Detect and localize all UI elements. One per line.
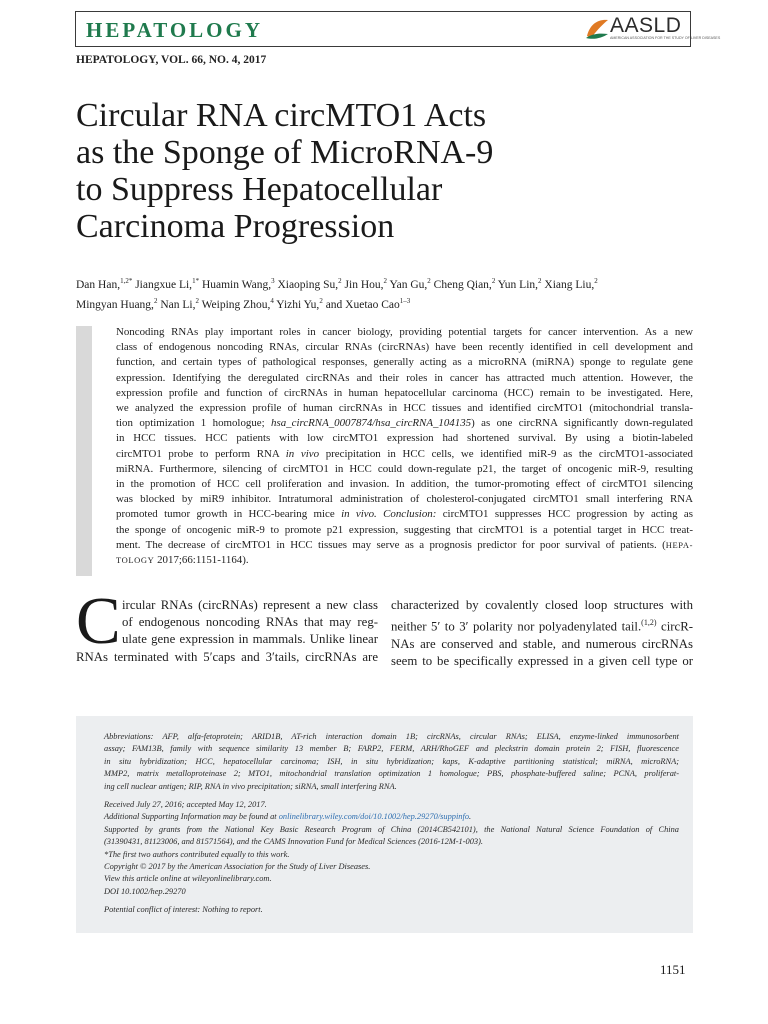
abstract-line: tion optimization 1 homologue; hsa_circRNA_0007874/hsa_circRNA_104135) as one circRNA significantly down-regulated bbox=[116, 417, 693, 430]
body-line: ulate gene expression in mammals. Unlike linear bbox=[122, 632, 378, 647]
author-affiliation: 2 bbox=[153, 297, 158, 306]
title-line: Circular RNA circMTO1 Acts bbox=[76, 97, 487, 134]
author: Dan Han,$^{1,2*}$ bbox=[76, 277, 133, 291]
funding-note bbox=[104, 824, 679, 849]
title-line: to Suppress Hepatocellular bbox=[76, 171, 443, 208]
body-line: characterized by covalently closed loop structures with bbox=[391, 598, 693, 612]
abstract-line: we analyzed the expression profile of human circRNAs in HCC tissues and identified circMTO1 (mitochondrial transla- bbox=[116, 402, 693, 415]
author: Weiping Zhou,$^4$ bbox=[201, 297, 274, 311]
abstract-line: miRNA. Furthermore, silencing of circMTO1 in HCC could down-regulate p21, the target of oncogenic miR-9, resulting bbox=[116, 462, 693, 475]
abstract-line: in HCC tissues. HCC patients with low circMTO1 expression had shortened survival. By using a biotin-labeled bbox=[116, 432, 693, 445]
author-list bbox=[76, 275, 696, 315]
abstract-line: expression. Identifying the deregulated circRNAs and their roles in cancer has attracted much attention. However, the bbox=[116, 371, 693, 384]
author: Xiang Liu,$^2$ bbox=[544, 277, 598, 291]
author: Yizhi Yu,$^2$ bbox=[276, 297, 323, 311]
view-online-line: View this article online at wileyonlinelibrary.com. bbox=[104, 874, 272, 884]
citation-ref: (1,2) bbox=[641, 618, 657, 628]
body-line: neither 5′ to 3′ polarity nor polyadenylated tail.$^{(1,2)}$ circR- bbox=[391, 618, 693, 634]
author: Cheng Qian,$^2$ bbox=[433, 277, 496, 291]
conflict-of-interest: Potential conflict of interest: Nothing to report. bbox=[104, 905, 263, 915]
abstract bbox=[116, 325, 693, 568]
supporting-info: Additional Supporting Information may be found at onlinelibrary.wiley.com/doi/10.1002/hep.29270/suppinfo. bbox=[104, 812, 472, 822]
author: Yan Gu,$^2$ bbox=[389, 277, 431, 291]
abbreviation-line: MMP2, matrix metalloproteinase 2; MTO1, mitochondrial translation optimization 1 homologue; PBS, phosphate-buffered saline; PCNA, proliferat- bbox=[104, 769, 679, 779]
abstract-line: Noncoding RNAs play important roles in cancer biology, providing potential targets for cancer intervention. As a new bbox=[116, 326, 693, 338]
issue-citation: HEPATOLOGY, VOL. 66, NO. 4, 2017 bbox=[76, 54, 267, 66]
abstract-line: function, and certain types of pathological responses, generally acting as a microRNA (miRNA) sponge to regulate gene bbox=[116, 356, 693, 369]
body-line: RNAs terminated with 5′caps and 3′tails, circRNAs are bbox=[76, 649, 378, 664]
author-line bbox=[76, 295, 696, 315]
drop-cap: C bbox=[76, 584, 121, 658]
abstract-line: the sponge of oncogenic miR-9 to promote p21 expression, suggesting that circMTO1 is a potential target in HCC treat- bbox=[116, 523, 693, 536]
author-affiliation: 2 bbox=[338, 277, 342, 286]
funding-line: (31390431, 81123006, and 81571564), and the CAMS Innovation Fund for Medical Sciences (2016-12M-1-003). bbox=[104, 837, 483, 847]
abbreviations bbox=[104, 731, 679, 793]
body-line: of endogenous noncoding RNAs that may reg- bbox=[122, 615, 378, 630]
abbreviation-line: assay; FAM13B, family with sequence similarity 13 member B; FARP2, FERM, ARH/RhoGEF and pleckstrin domain protein 2; FISH, fluorescence bbox=[104, 744, 679, 754]
author-affiliation: 1,2* bbox=[120, 277, 133, 286]
author-affiliation: 2 bbox=[427, 277, 431, 286]
body-line: NAs are conserved and stable, and numerous circRNAs bbox=[391, 636, 693, 651]
author-affiliation: 2 bbox=[594, 277, 598, 286]
author-affiliation: 1* bbox=[192, 277, 200, 286]
logo-tagline: AMERICAN ASSOCIATION FOR THE STUDY OF LIVER DISEASES bbox=[610, 36, 721, 40]
abstract-line: was blocked by miR9 inhibitor. Intratumoral administration of cholesterol-conjugated circMTO1 small interfering RNA bbox=[116, 493, 693, 506]
journal-header bbox=[75, 11, 721, 47]
author: Nan Li,$^2$ bbox=[160, 297, 199, 311]
journal-smallcaps: TOLOGY bbox=[116, 555, 155, 566]
author-affiliation: 2 bbox=[491, 277, 496, 286]
author-affiliation: 3 bbox=[271, 277, 275, 286]
aasld-logo bbox=[584, 14, 721, 45]
copyright-line: Copyright © 2017 by the American Association for the Study of Liver Diseases. bbox=[104, 862, 371, 872]
author-affiliation: 2 bbox=[383, 277, 388, 286]
body-column-left bbox=[76, 584, 378, 667]
aasld-leaf-icon bbox=[584, 16, 610, 42]
author: Jin Hou,$^2$ bbox=[344, 277, 388, 291]
journal-smallcaps: HEPA- bbox=[665, 539, 693, 550]
page-number: 1151 bbox=[660, 962, 686, 977]
footnotes bbox=[104, 731, 679, 917]
author-affiliation: 2 bbox=[538, 277, 542, 286]
body-column-right bbox=[391, 597, 693, 670]
received-dates: Received July 27, 2016; accepted May 12, 2017. bbox=[104, 800, 267, 810]
abstract-line: TOLOGY 2017;66:1151-1164). bbox=[116, 554, 249, 567]
abstract-line: in the promotion of HCC cell proliferation and invasion. In addition, the tumor-promoting effect of circMTO1 silencing bbox=[116, 478, 693, 491]
author-affiliation: 2 bbox=[195, 297, 199, 306]
author-affiliation: 4 bbox=[270, 297, 274, 306]
abbreviation-line: ing cell nuclear antigen; RIP, RNA in vivo precipitation; siRNA, small interfering RNA. bbox=[104, 781, 397, 791]
author: Jiangxue Li,$^{1*}$ bbox=[135, 277, 200, 291]
abbreviation-line: in situ hybridization; HCC, hepatocellular carcinoma; ISH, in situ hybridization; kaps, K-adaptive partitioning statistical; miRNA, microRNA; bbox=[104, 756, 679, 766]
abstract-line: promoted tumor growth in HCC-bearing mice in vivo. Conclusion: circMTO1 suppresses HCC progression by acting as bbox=[116, 508, 693, 521]
author: Yun Lin,$^2$ bbox=[497, 277, 542, 291]
abstract-line: circMTO1 probe to perform RNA in vivo precipitation in HCC cells, we identified miR-9 as the circMTO1-associated bbox=[116, 447, 693, 460]
author: and Xuetao Cao$^{1-3}$ bbox=[325, 297, 411, 311]
supporting-info-link[interactable]: onlinelibrary.wiley.com/doi/10.1002/hep.29270/suppinfo bbox=[278, 812, 470, 822]
equal-contribution-note: *The first two authors contributed equally to this work. bbox=[104, 849, 290, 859]
author-affiliation: 1–3 bbox=[399, 297, 411, 306]
abstract-line: class of endogenous noncoding RNAs, circular RNAs (circRNAs) have been recently identified in cell development and bbox=[116, 341, 693, 354]
author-line bbox=[76, 275, 696, 295]
author-affiliation: 2 bbox=[319, 297, 323, 306]
abstract-line: ment. The decrease of circMTO1 in HCC tissues may serve as a prognosis predictor for poor survival of patients. (HEPA- bbox=[116, 538, 693, 551]
abbreviation-line: Abbreviations: AFP, alfa-fetoprotein; ARID1B, AT-rich interaction domain 1B; circRNAs, circular RNAs; ELISA, enzyme-linked immunosorbent bbox=[104, 732, 679, 741]
journal-name: HEPATOLOGY bbox=[86, 18, 264, 42]
abstract-line: expression profile and function of circRNAs in human hepatocellular carcinoma (HCC) remain to be investigated. Here, bbox=[116, 386, 693, 399]
body-line: ircular RNAs (circRNAs) represent a new class bbox=[122, 598, 378, 612]
author: Xiaoping Su,$^2$ bbox=[277, 277, 342, 291]
author: Mingyan Huang,$^2$ bbox=[76, 297, 158, 311]
author: Huamin Wang,$^3$ bbox=[201, 277, 275, 291]
title-line: Carcinoma Progression bbox=[76, 208, 395, 245]
article-title bbox=[76, 97, 636, 245]
abstract-side-bar bbox=[76, 326, 92, 576]
logo-wordmark: AASLD bbox=[610, 14, 682, 37]
doi-line: DOI 10.1002/hep.29270 bbox=[104, 886, 186, 896]
funding-line: Supported by grants from the National Key Basic Research Program of China (2014CB542101), the National Natural Science Foundation of China bbox=[104, 824, 679, 834]
title-line: as the Sponge of MicroRNA-9 bbox=[76, 134, 494, 171]
body-line: seem to be specifically expressed in a given cell type or bbox=[391, 653, 693, 668]
